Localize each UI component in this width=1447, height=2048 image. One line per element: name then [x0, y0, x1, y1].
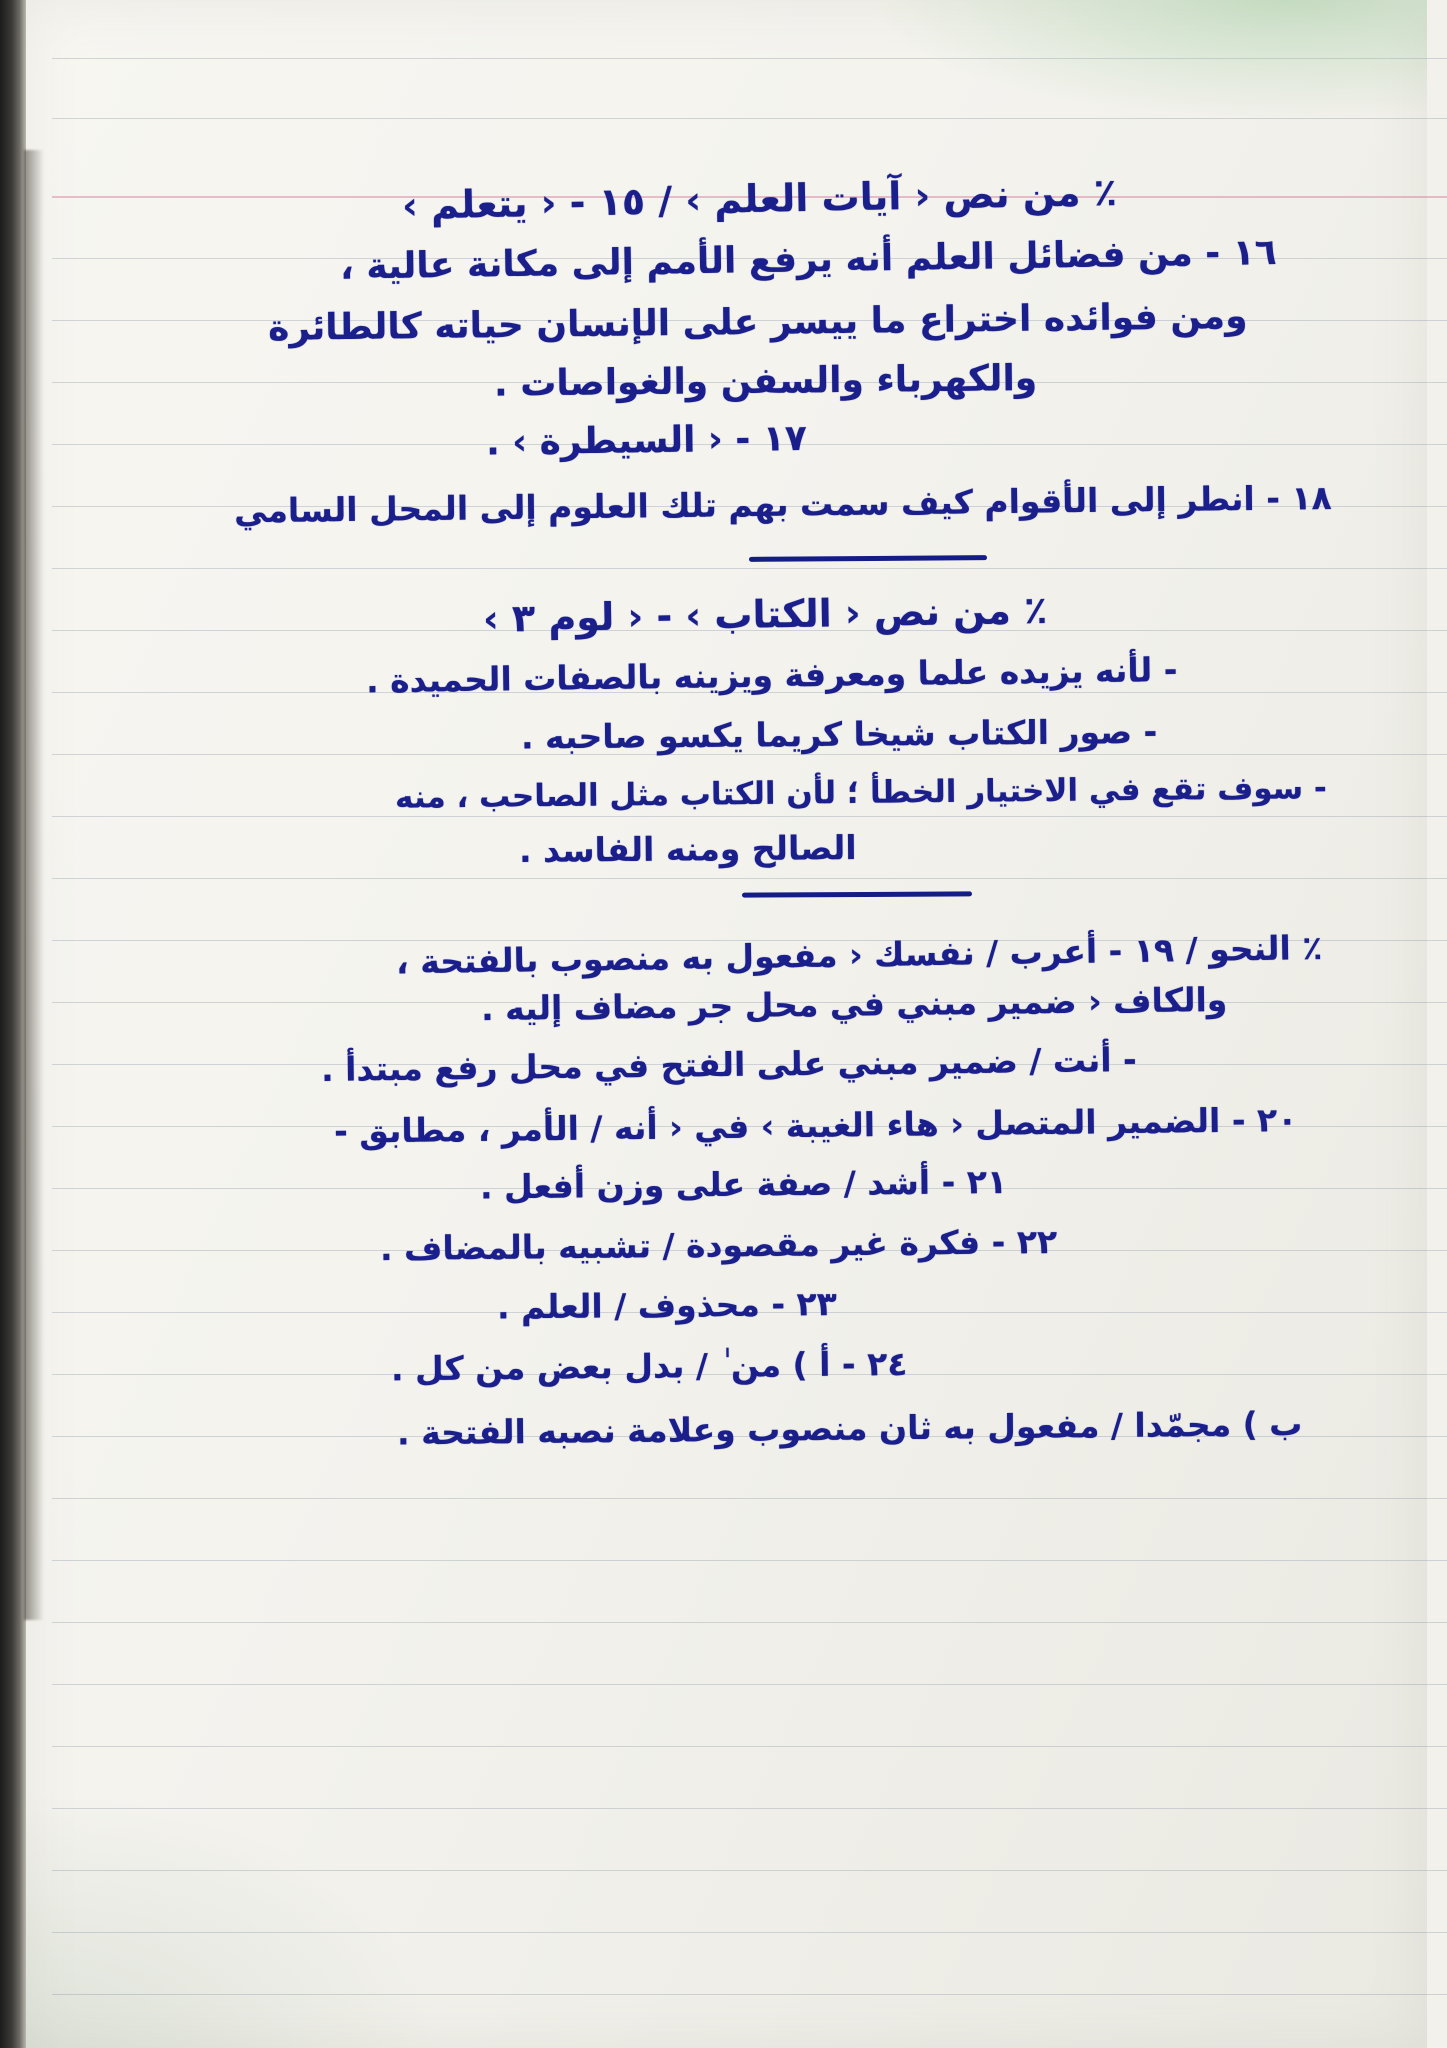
binding-shadow-inner	[24, 150, 44, 1620]
section-1-line-2: ومن فوائده اختراع ما ييسر على الإنسان حياته كالطائرة	[267, 296, 1248, 349]
section-separator-2	[742, 891, 972, 897]
section-1-line-1: ١٦ - من فضائل العلم أنه يرفع الأمم إلى مكانة عالية ،	[340, 232, 1278, 288]
section-3-line-5: ٢٢ - فكرة غير مقصودة / تشبيه بالمضاف .	[379, 1222, 1058, 1269]
section-2-heading: ٪ من نص ‹ الكتاب › - ‹ لوم ٣ ›	[482, 588, 1048, 641]
scan-tint-bottom-left	[22, 1788, 442, 2048]
section-2-line-3: - سوف تقع في الاختيار الخطأ ؛ لأن الكتاب مثل الصاحب ، منه	[395, 770, 1328, 816]
paper-sheet	[22, 0, 1427, 2048]
section-3-line-7: ٢٤ - أ ) من ٰ / بدل بعض من كل .	[390, 1344, 908, 1389]
section-2-line-4: الصالح ومنه الفاسد .	[519, 828, 858, 870]
scan-tint-top-right	[867, 0, 1427, 120]
section-3-line-2: - أنت / ضمير مبني على الفتح في محل رفع مبتدأ .	[321, 1040, 1138, 1089]
section-separator-1	[749, 555, 987, 562]
binding-shadow	[0, 0, 26, 2048]
section-3-heading: ٪ النحو / ١٩ - أعرب / نفسك ‹ مفعول به منصوب بالفتحة ،	[395, 928, 1323, 982]
section-1-line-4: ١٧ - ‹ السيطرة › .	[485, 418, 808, 464]
section-1-heading: ٪ من نص ‹ آيات العلم › / ١٥ - ‹ يتعلم ›	[401, 170, 1118, 228]
section-1-line-3: والكهرباء والسفن والغواصات .	[493, 358, 1038, 405]
section-2-line-2: - صور الكتاب شيخا كريما يكسو صاحبه .	[520, 712, 1158, 757]
section-1-line-5: ١٨ - انطر إلى الأقوام كيف سمت بهم تلك العلوم إلى المحل السامي	[234, 478, 1333, 531]
section-3-line-8: ب ) مجمّدا / مفعول به ثان منصوب وعلامة نصبه الفتحة .	[396, 1404, 1303, 1453]
section-2-line-1: - لأنه يزيده علما ومعرفة ويزينه بالصفات الحميدة .	[365, 650, 1178, 701]
section-3-line-6: ٢٣ - محذوف / العلم .	[496, 1284, 838, 1327]
section-3-line-3: ٢٠ - الضمير المتصل ‹ هاء الغيبة › في ‹ أنه / الأمر ، مطابق -	[333, 1100, 1298, 1151]
section-3-line-4: ٢١ - أشد / صفة على وزن أفعل .	[479, 1162, 1008, 1207]
section-3-line-1: والكاف ‹ ضمير مبني في محل جر مضاف إليه .	[480, 980, 1228, 1029]
